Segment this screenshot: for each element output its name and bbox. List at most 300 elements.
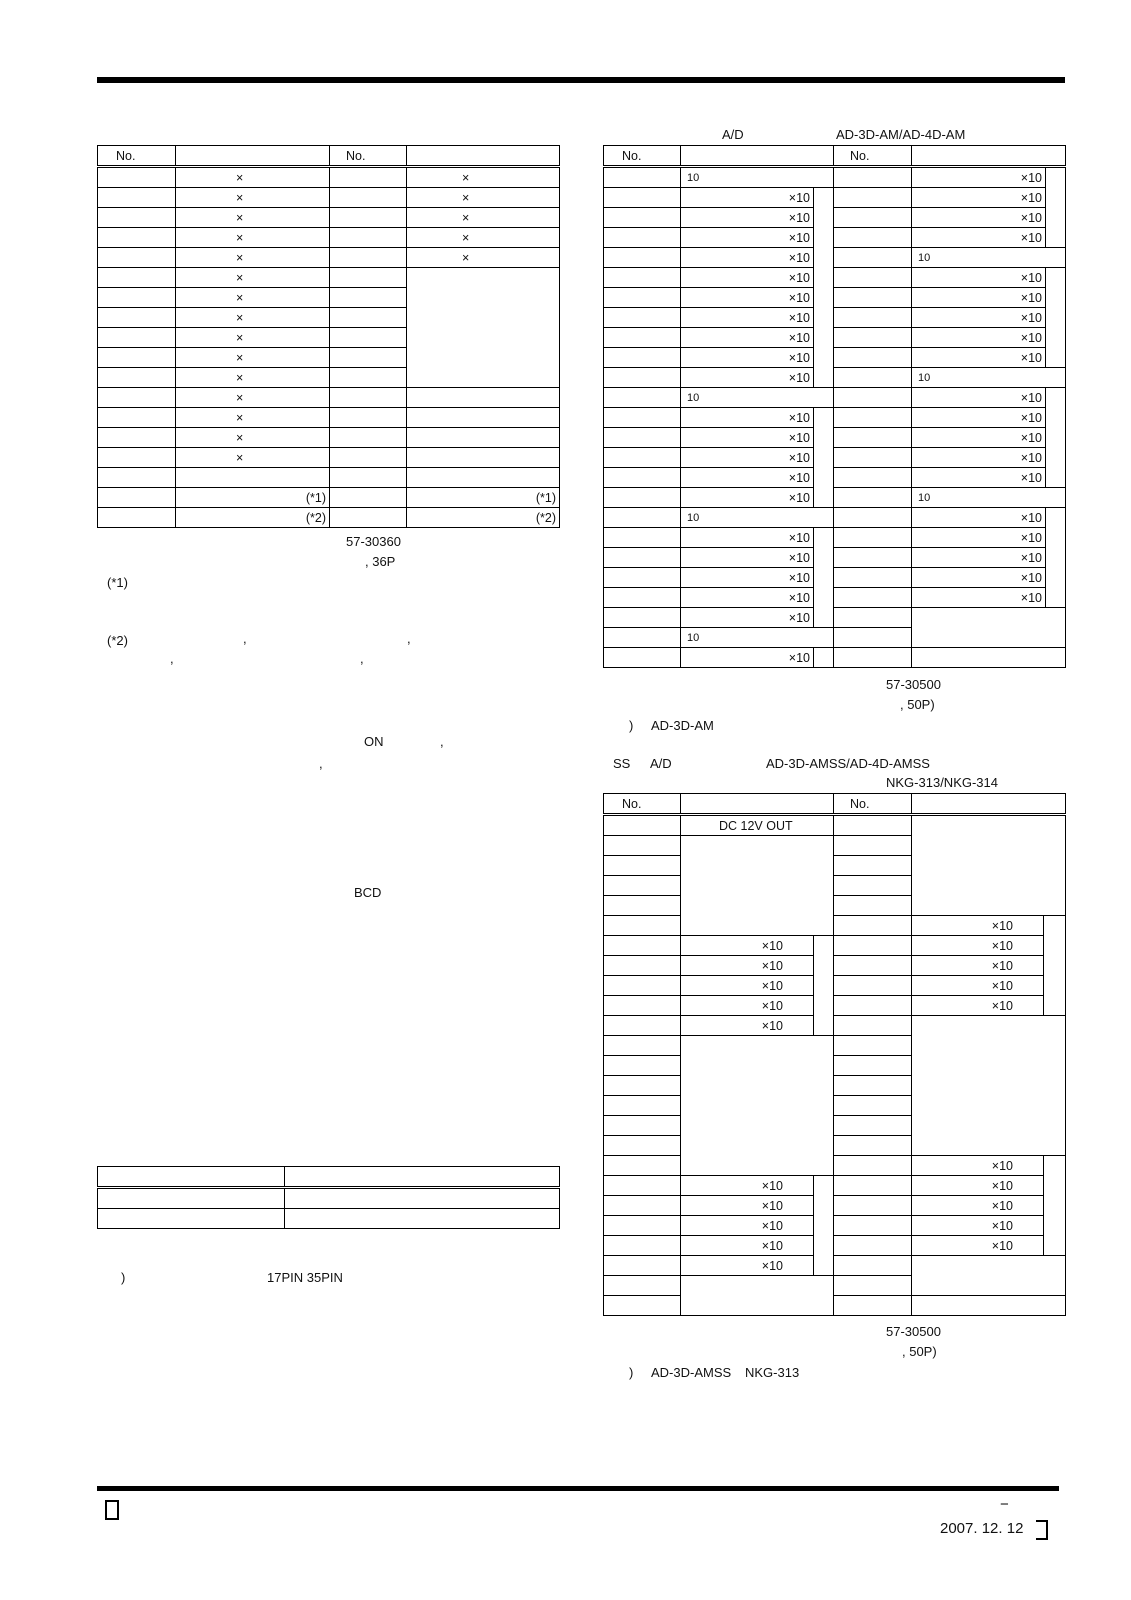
digit-cell: ×10 <box>681 1216 814 1236</box>
signal-cell: × <box>407 167 560 188</box>
pin-number-cell <box>98 308 176 328</box>
signal-cell: × <box>407 208 560 228</box>
pin-number-cell <box>98 188 176 208</box>
table-row <box>604 1296 1066 1316</box>
group-bracket-cell <box>814 1176 834 1276</box>
table-row <box>604 188 1066 208</box>
table-row <box>604 588 1066 608</box>
digit-cell: ×10 <box>681 608 814 628</box>
digit-cell: ×10 <box>681 308 814 328</box>
pin-number-cell <box>604 388 681 408</box>
signal-cell: × <box>176 348 330 368</box>
digit-cell: ×10 <box>681 996 814 1016</box>
top-rule <box>97 77 1065 83</box>
signal-cell: × <box>176 448 330 468</box>
signal-cell: × <box>407 248 560 268</box>
pin-number-cell <box>98 468 176 488</box>
pin-number-cell <box>604 468 681 488</box>
reserved-block <box>912 1016 1066 1156</box>
digit-cell: ×10 <box>912 548 1046 568</box>
signal-cell: × <box>176 248 330 268</box>
digit-cell: ×10 <box>912 1196 1044 1216</box>
pin-number-cell <box>604 1216 681 1236</box>
reference-number: 57-30500 <box>886 677 941 692</box>
col-header-signal <box>407 146 560 167</box>
table-row <box>604 1016 1066 1036</box>
table-row <box>604 956 1066 976</box>
pin-number-cell <box>834 368 912 388</box>
pin-number-cell <box>604 1176 681 1196</box>
pin-number-cell <box>834 815 912 836</box>
pin-number-cell <box>604 956 681 976</box>
pin-number-cell <box>604 1276 681 1296</box>
digit-cell: ×10 <box>912 468 1046 488</box>
digit-cell: ×10 <box>912 508 1046 528</box>
pin-number-cell <box>604 488 681 508</box>
table-row <box>98 468 560 488</box>
table-row <box>98 208 560 228</box>
table-row <box>604 328 1066 348</box>
pin-number-cell <box>604 308 681 328</box>
pin-number-cell <box>834 896 912 916</box>
table-row <box>604 248 1066 268</box>
pin-number-cell <box>604 1256 681 1276</box>
group-bracket-cell <box>814 648 834 668</box>
pin-number-cell <box>330 308 407 328</box>
pin-number-cell <box>834 628 912 648</box>
digit-cell: ×10 <box>681 568 814 588</box>
table-row <box>98 488 560 508</box>
pin-number-cell <box>604 368 681 388</box>
pin-number-cell <box>834 608 912 628</box>
pin-number-cell <box>604 1156 681 1176</box>
pin-number-cell <box>834 936 912 956</box>
table-row <box>98 268 560 288</box>
digit-cell: ×10 <box>681 648 814 668</box>
signal-cell: (*1) <box>176 488 330 508</box>
pin-number-cell <box>604 1136 681 1156</box>
pin-number-cell <box>604 568 681 588</box>
digit-group-label: 10 <box>912 368 1066 388</box>
pin-number-cell <box>834 528 912 548</box>
pin-number-cell <box>604 1036 681 1056</box>
digit-cell: ×10 <box>912 916 1044 936</box>
col-header-signal <box>176 146 330 167</box>
table-row <box>604 428 1066 448</box>
table-row <box>604 528 1066 548</box>
digit-cell: ×10 <box>912 568 1046 588</box>
table-c-title-models: AD-3D-AM/AD-4D-AM <box>836 127 966 142</box>
table-row <box>98 188 560 208</box>
table-row <box>604 996 1066 1016</box>
table-row <box>604 208 1066 228</box>
table-row <box>98 448 560 468</box>
digit-cell: ×10 <box>681 448 814 468</box>
note-1-marker: (*1) <box>107 575 128 590</box>
pin-number-cell <box>834 588 912 608</box>
table-b-cell <box>285 1209 560 1229</box>
table-row <box>604 308 1066 328</box>
pin-number-cell <box>604 1196 681 1216</box>
digit-cell: ×10 <box>681 248 814 268</box>
table-row <box>98 508 560 528</box>
group-bracket-cell <box>1046 508 1066 608</box>
setting-comma: , <box>319 756 323 771</box>
note-2-comma: , <box>170 651 174 666</box>
pin-number-cell <box>98 488 176 508</box>
digit-cell: ×10 <box>681 1196 814 1216</box>
table-row <box>604 548 1066 568</box>
pin-number-cell <box>330 208 407 228</box>
digit-cell: ×10 <box>912 288 1046 308</box>
pin-number-cell <box>834 956 912 976</box>
pin-number-cell <box>834 428 912 448</box>
table-d-title-ad: A/D <box>650 756 672 771</box>
signal-cell: × <box>176 328 330 348</box>
reserved-block <box>681 836 834 936</box>
reference-number: 57-30360 <box>346 534 401 549</box>
pin-number-cell <box>330 288 407 308</box>
pin-number-cell <box>330 268 407 288</box>
pin-number-cell <box>834 1016 912 1036</box>
pin-number-cell <box>604 996 681 1016</box>
footer-box <box>1036 1520 1048 1540</box>
digit-cell: ×10 <box>912 1236 1044 1256</box>
digit-cell: ×10 <box>681 1016 814 1036</box>
pin-number-cell <box>330 448 407 468</box>
pin-number-cell <box>834 1276 912 1296</box>
pin-number-cell <box>834 468 912 488</box>
pin-number-cell <box>834 208 912 228</box>
pin-number-cell <box>604 228 681 248</box>
digit-cell: ×10 <box>681 368 814 388</box>
digit-cell: ×10 <box>681 428 814 448</box>
table-b-cell <box>98 1188 285 1209</box>
digit-cell: ×10 <box>681 228 814 248</box>
reserved-block <box>681 1036 834 1176</box>
pin-number-cell <box>98 368 176 388</box>
setting-bcd-label: BCD <box>354 885 382 900</box>
pin-number-cell <box>834 188 912 208</box>
reference-pages: , 50P) <box>902 1344 937 1359</box>
table-row <box>604 368 1066 388</box>
pin-table-c <box>603 145 1066 668</box>
pin-number-cell <box>604 248 681 268</box>
digit-cell: ×10 <box>681 528 814 548</box>
digit-cell: ×10 <box>912 1176 1044 1196</box>
signal-cell <box>407 408 560 428</box>
pin-number-cell <box>834 1296 912 1316</box>
signal-cell: × <box>176 368 330 388</box>
digit-cell: ×10 <box>681 348 814 368</box>
table-row <box>604 936 1066 956</box>
digit-cell: ×10 <box>912 996 1044 1016</box>
pin-number-cell <box>330 188 407 208</box>
pin-number-cell <box>834 1216 912 1236</box>
note-paren: ) <box>629 718 634 733</box>
pin-number-cell <box>834 167 912 188</box>
pin-number-cell <box>604 936 681 956</box>
digit-cell: ×10 <box>681 188 814 208</box>
col-header-no: No. <box>834 146 912 167</box>
group-bracket-cell <box>1044 916 1066 1016</box>
group-bracket-cell <box>814 528 834 628</box>
table-row <box>604 408 1066 428</box>
note-model: AD-3D-AM <box>651 718 714 733</box>
pin-number-cell <box>604 916 681 936</box>
pin-number-cell <box>834 1116 912 1136</box>
col-header-signal <box>681 146 834 167</box>
signal-cell <box>407 448 560 468</box>
table-row <box>604 916 1066 936</box>
col-header-no: No. <box>330 146 407 167</box>
pin-number-cell <box>834 876 912 896</box>
digit-cell: ×10 <box>681 328 814 348</box>
group-bracket-cell <box>1046 167 1066 248</box>
pin-number-cell <box>604 628 681 648</box>
reserved-cell <box>912 1296 1066 1316</box>
table-row <box>604 468 1066 488</box>
pin-number-cell <box>834 288 912 308</box>
digit-cell: ×10 <box>912 208 1046 228</box>
pin-number-cell <box>604 1016 681 1036</box>
pin-number-cell <box>330 368 407 388</box>
digit-cell: ×10 <box>681 408 814 428</box>
digit-cell: ×10 <box>912 188 1046 208</box>
digit-cell: ×10 <box>681 288 814 308</box>
pin-number-cell <box>98 348 176 368</box>
pin-number-cell <box>330 488 407 508</box>
pin-number-cell <box>330 248 407 268</box>
col-header-signal <box>681 794 834 815</box>
footer-box <box>105 1500 119 1520</box>
pin-number-cell <box>834 448 912 468</box>
table-row <box>604 508 1066 528</box>
digit-cell: ×10 <box>681 588 814 608</box>
table-c-title-ad: A/D <box>722 127 744 142</box>
signal-cell: × <box>176 228 330 248</box>
signal-cell: × <box>176 188 330 208</box>
digit-cell: ×10 <box>912 428 1046 448</box>
digit-group-label: 10 <box>681 388 834 408</box>
col-header-signal <box>912 146 1066 167</box>
dc-out-cell: DC 12V OUT <box>681 815 834 836</box>
table-row <box>604 648 1066 668</box>
table-row <box>98 428 560 448</box>
digit-cell: ×10 <box>912 588 1046 608</box>
table-row <box>604 167 1066 188</box>
reserved-block <box>912 815 1066 916</box>
signal-cell: (*1) <box>407 488 560 508</box>
pin-number-cell <box>834 568 912 588</box>
pin-number-cell <box>834 488 912 508</box>
digit-cell: ×10 <box>912 1156 1044 1176</box>
pin-number-cell <box>834 1036 912 1056</box>
pin-number-cell <box>98 268 176 288</box>
table-row <box>604 608 1066 628</box>
pin-number-cell <box>834 1076 912 1096</box>
pin-number-cell <box>604 348 681 368</box>
digit-group-label: 10 <box>681 628 834 648</box>
reserved-block <box>912 1256 1066 1296</box>
digit-group-label: 10 <box>912 488 1066 508</box>
pin-number-cell <box>604 428 681 448</box>
col-header-no: No. <box>604 794 681 815</box>
pin-number-cell <box>604 288 681 308</box>
pin-number-cell <box>834 976 912 996</box>
table-b-header <box>98 1167 285 1188</box>
table-row <box>604 448 1066 468</box>
pin-number-cell <box>330 388 407 408</box>
pin-number-cell <box>604 1236 681 1256</box>
signal-cell: × <box>176 408 330 428</box>
pin-number-cell <box>604 1096 681 1116</box>
digit-cell: ×10 <box>912 328 1046 348</box>
digit-cell: ×10 <box>681 1176 814 1196</box>
pin-number-cell <box>604 608 681 628</box>
pin-number-cell <box>604 268 681 288</box>
signal-cell: × <box>176 428 330 448</box>
pin-number-cell <box>834 348 912 368</box>
table-row <box>98 388 560 408</box>
reference-pages: , 50P) <box>900 697 935 712</box>
digit-group-label: 10 <box>912 248 1066 268</box>
footer-date: 2007. 12. 12 <box>940 1520 1024 1537</box>
pin-number-cell <box>604 408 681 428</box>
pin-number-cell <box>604 856 681 876</box>
digit-cell: ×10 <box>912 348 1046 368</box>
digit-cell: ×10 <box>681 936 814 956</box>
signal-cell: × <box>176 167 330 188</box>
pin-number-cell <box>604 588 681 608</box>
pin-number-cell <box>834 1056 912 1076</box>
pin-number-cell <box>834 1236 912 1256</box>
pin-number-cell <box>604 876 681 896</box>
table-header-row <box>98 146 560 167</box>
table-row <box>604 228 1066 248</box>
pin-number-cell <box>604 1116 681 1136</box>
table-d-title-models: AD-3D-AMSS/AD-4D-AMSS <box>766 756 930 771</box>
pin-number-cell <box>604 648 681 668</box>
group-bracket-cell <box>814 188 834 388</box>
digit-cell: ×10 <box>912 408 1046 428</box>
pin-number-cell <box>330 468 407 488</box>
digit-cell: ×10 <box>912 167 1046 188</box>
pin-number-cell <box>330 348 407 368</box>
signal-cell: × <box>176 388 330 408</box>
table-row <box>604 488 1066 508</box>
pin-number-cell <box>834 916 912 936</box>
pin-number-cell <box>834 648 912 668</box>
digit-cell: ×10 <box>681 956 814 976</box>
table-row <box>98 228 560 248</box>
pin-number-cell <box>604 508 681 528</box>
digit-cell: ×10 <box>912 936 1044 956</box>
pin-number-cell <box>98 228 176 248</box>
table-row <box>604 1216 1066 1236</box>
note-2-comma: , <box>243 631 247 646</box>
signal-cell: (*2) <box>407 508 560 528</box>
pin-number-cell <box>98 288 176 308</box>
pin-number-cell <box>98 208 176 228</box>
pin-table-d <box>603 793 1066 1316</box>
pin-number-cell <box>604 976 681 996</box>
signal-cell <box>407 388 560 408</box>
reference-number: 57-30500 <box>886 1324 941 1339</box>
table-row <box>604 568 1066 588</box>
pin-number-cell <box>834 408 912 428</box>
table-header-row <box>604 146 1066 167</box>
group-bracket-cell <box>1046 388 1066 488</box>
digit-cell: ×10 <box>912 956 1044 976</box>
pin-number-cell <box>98 248 176 268</box>
group-bracket-cell <box>814 408 834 508</box>
pin-number-cell <box>98 508 176 528</box>
digit-cell: ×10 <box>681 268 814 288</box>
group-bracket-cell <box>1046 268 1066 368</box>
group-bracket-cell <box>1044 1156 1066 1256</box>
pin-number-cell <box>98 328 176 348</box>
note-2-comma: , <box>360 651 364 666</box>
digit-cell: ×10 <box>912 1216 1044 1236</box>
digit-cell: ×10 <box>912 228 1046 248</box>
small-table-b <box>97 1166 560 1229</box>
digit-group-label: 10 <box>681 167 834 188</box>
digit-cell: ×10 <box>912 448 1046 468</box>
table-row <box>604 815 1066 836</box>
digit-group-label: 10 <box>681 508 834 528</box>
table-row <box>604 288 1066 308</box>
digit-cell: ×10 <box>912 388 1046 408</box>
digit-cell: ×10 <box>681 548 814 568</box>
table-header-row <box>604 794 1066 815</box>
signal-cell <box>407 428 560 448</box>
note-nkg: NKG-313 <box>745 1365 800 1380</box>
setting-on-label: ON <box>364 734 384 749</box>
digit-cell: ×10 <box>912 308 1046 328</box>
pin-table-a <box>97 145 560 528</box>
pin-number-cell <box>834 268 912 288</box>
table-row <box>98 408 560 428</box>
signal-cell: × <box>407 188 560 208</box>
pin-number-cell <box>834 1256 912 1276</box>
table-b-note-paren: ) <box>121 1270 126 1285</box>
table-row <box>604 388 1066 408</box>
table-row <box>604 348 1066 368</box>
signal-cell: × <box>176 288 330 308</box>
col-header-no: No. <box>604 146 681 167</box>
table-b-cell <box>98 1209 285 1229</box>
pin-number-cell <box>330 328 407 348</box>
table-row <box>604 1156 1066 1176</box>
pin-number-cell <box>604 548 681 568</box>
table-row <box>604 1236 1066 1256</box>
pin-number-cell <box>834 1176 912 1196</box>
pin-number-cell <box>834 856 912 876</box>
pin-number-cell <box>98 448 176 468</box>
digit-cell: ×10 <box>912 268 1046 288</box>
table-row <box>604 976 1066 996</box>
col-header-no: No. <box>98 146 176 167</box>
reserved-cell <box>912 648 1066 668</box>
table-d-title-ss: SS <box>613 756 631 771</box>
pin-number-cell <box>604 188 681 208</box>
pin-number-cell <box>834 1096 912 1116</box>
digit-cell: ×10 <box>681 208 814 228</box>
pin-number-cell <box>604 167 681 188</box>
table-body <box>98 167 560 528</box>
digit-cell: ×10 <box>681 1256 814 1276</box>
